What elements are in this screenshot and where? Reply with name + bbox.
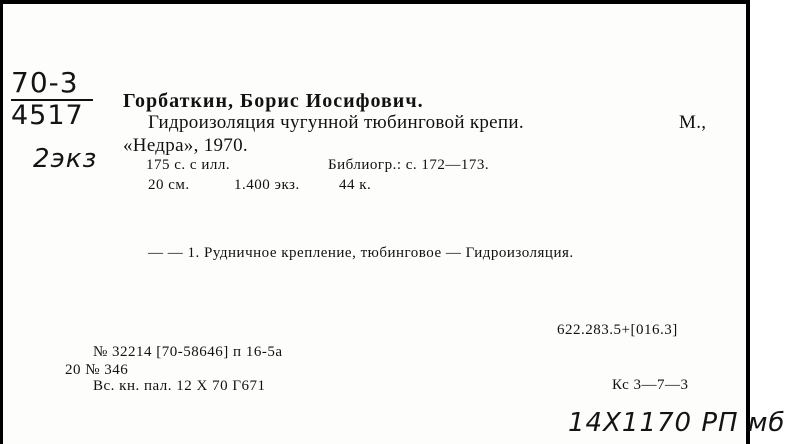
book-title: Гидроизоляция чугунной тюбинговой крепи. — [148, 112, 524, 133]
author-heading: Горбаткин, Борис Иосифович. — [123, 90, 424, 112]
publisher-year: «Недра», 1970. — [123, 135, 248, 156]
card-number: Кс 3—7—3 — [612, 377, 689, 393]
price: 44 к. — [339, 177, 372, 193]
subject-headings: — — 1. Рудничное крепление, тюбинговое — Гидроизоляция. — [148, 245, 574, 261]
accession-number: № 32214 [70-58646] п 16-5а — [93, 344, 283, 360]
book-size: 20 см. — [148, 177, 190, 193]
copies-note: 2экз — [33, 144, 98, 174]
page-count: 175 с. с илл. — [146, 157, 231, 173]
number-line: 20 № 346 — [65, 362, 129, 378]
udc-code: 622.283.5+[016.3] — [557, 322, 678, 338]
shelf-mark-bottom: 4517 — [11, 100, 84, 131]
publication-place: М., — [679, 112, 707, 133]
chamber-mark: Вс. кн. пал. 12 X 70 Г671 — [93, 378, 266, 394]
shelf-mark-top: 70-3 — [11, 66, 79, 99]
bibliography-note: Библиогр.: с. 172—173. — [328, 157, 490, 173]
handwritten-marks: 14X1170 РП мб — [568, 408, 785, 438]
print-run: 1.400 экз. — [234, 177, 300, 193]
